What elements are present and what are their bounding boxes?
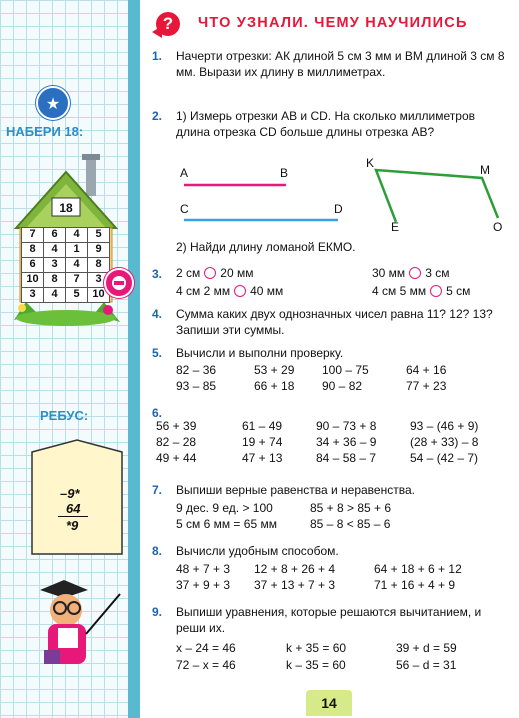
compare-row-2 [176, 284, 283, 299]
expression-cell: 49 + 44 [156, 451, 197, 465]
compare-circle-icon[interactable] [430, 285, 442, 297]
task-6-grid [156, 419, 510, 467]
label-b: B [280, 166, 289, 180]
expression-cell: 93 – 85 [176, 379, 217, 393]
expression-cell: 48 + 7 + 3 [176, 562, 231, 576]
expression-cell: 90 – 73 + 8 [316, 419, 377, 433]
expression-cell: 84 – 58 – 7 [316, 451, 377, 465]
task-7 [152, 482, 512, 500]
task-4 [152, 306, 512, 340]
expression-cell: k + 35 = 60 [286, 641, 347, 655]
expression-cell: 90 – 82 [322, 379, 363, 393]
nabery-label: НАБЕРИ 18: [6, 124, 84, 139]
expression-cell: 100 – 75 [322, 363, 369, 377]
expression-cell: 82 – 36 [176, 363, 217, 377]
expression-cell: 64 + 16 [406, 363, 447, 377]
rebus-underline [58, 516, 88, 517]
task-text: Вычисли и выполни проверку. [176, 346, 344, 360]
segment-figures [176, 150, 516, 236]
task-text: Начерти отрезки: АК длиной 5 см 3 мм и ВМ длиной 3 см 8 мм. Вырази их длину в миллиметрах. [176, 49, 505, 79]
house-cell: 7 [65, 272, 88, 288]
expression-cell: 34 + 36 – 9 [316, 435, 377, 449]
question-icon: ? [156, 12, 180, 36]
house-grid [22, 228, 110, 303]
expression-cell: 66 + 18 [254, 379, 295, 393]
expression-cell: 93 – (46 + 9) [410, 419, 479, 433]
expression-cell: 37 + 9 + 3 [176, 578, 231, 592]
compare-right: 40 мм [250, 284, 284, 298]
expression-cell: 39 + d = 59 [396, 641, 457, 655]
compare-left: 30 мм [372, 266, 406, 280]
compare-left: 4 см 2 мм [176, 284, 231, 298]
house-cell: 1 [65, 242, 88, 258]
label-c: C [180, 202, 189, 216]
expression-cell: x – 24 = 46 [176, 641, 236, 655]
house-cell: 7 [21, 227, 44, 243]
compare-row-2b [372, 284, 470, 299]
task-text: Сумма каких двух однозначных чисел равна 11? 12? 13? Запиши эти суммы. [176, 307, 493, 337]
group-work-icon [104, 268, 134, 298]
house-cell: 10 [21, 272, 44, 288]
task-number: 3. [152, 267, 163, 281]
task-8 [152, 543, 512, 561]
label-a: A [180, 166, 189, 180]
star-badge-icon [36, 86, 70, 120]
page-number: 14 [306, 690, 352, 716]
house-cell: 6 [21, 257, 44, 273]
task-5 [152, 345, 512, 363]
house-cell: 4 [43, 242, 66, 258]
header [156, 12, 506, 38]
task-text: Выпиши верные равенства и неравенства. [176, 483, 415, 497]
rebus-label: РЕБУС: [40, 408, 89, 423]
task-number: 8. [152, 544, 163, 558]
expression-cell: 19 + 74 [242, 435, 283, 449]
label-o: O [493, 220, 503, 234]
task-number: 6. [152, 406, 163, 420]
house-cell: 4 [65, 257, 88, 273]
professor-illustration [30, 574, 128, 674]
expression-cell: 5 см 6 мм = 65 мм [176, 517, 277, 531]
task-number: 5. [152, 346, 163, 360]
page-title: ЧТО УЗНАЛИ. ЧЕМУ НАУЧИЛИСЬ [198, 15, 468, 31]
expression-cell: k – 35 = 60 [286, 658, 346, 672]
expression-cell: 64 + 18 + 6 + 12 [374, 562, 462, 576]
expression-cell: 72 – x = 46 [176, 658, 236, 672]
house-number: 18 [59, 201, 73, 215]
expression-cell: 56 – d = 31 [396, 658, 457, 672]
sidebar-edge [128, 0, 140, 718]
compare-left: 2 см [176, 266, 201, 280]
house-cell: 5 [65, 287, 88, 303]
label-e: E [391, 220, 400, 234]
house-cell: 3 [43, 257, 66, 273]
expression-cell: 54 – (42 – 7) [410, 451, 479, 465]
house-cell: 4 [65, 227, 88, 243]
label-k: K [366, 156, 375, 170]
house-cell: 8 [43, 272, 66, 288]
task-number: 4. [152, 307, 163, 321]
expression-cell: (28 + 33) – 8 [410, 435, 479, 449]
task-text: 1) Измерь отрезки АВ и CD. На сколько миллиметров длина отрезка CD больше длины отрезка АВ? [176, 109, 475, 139]
house-cell: 10 [87, 287, 110, 303]
expression-cell: 77 + 23 [406, 379, 447, 393]
expression-cell: 85 + 8 > 85 + 6 [310, 501, 392, 515]
task-text: Вычисли удобным способом. [176, 544, 339, 558]
compare-circle-icon[interactable] [409, 267, 421, 279]
expression-cell: 53 + 29 [254, 363, 295, 377]
task-number: 2. [152, 109, 163, 123]
compare-left: 4 см 5 мм [372, 284, 427, 298]
label-d: D [334, 202, 343, 216]
compare-row-1b [372, 266, 449, 281]
task-number: 7. [152, 483, 163, 497]
house-cell: 6 [43, 227, 66, 243]
expression-cell: 85 – 8 < 85 – 6 [310, 517, 391, 531]
task-8-grid [176, 562, 494, 594]
task-2-sub: 2) Найди длину ломаной ЕКМО. [176, 240, 356, 254]
task-7-grid [176, 501, 430, 533]
expression-cell: 71 + 16 + 4 + 9 [374, 578, 456, 592]
house-cell: 3 [21, 287, 44, 303]
rebus-line-2: 64 [66, 501, 81, 516]
task-number: 9. [152, 605, 163, 619]
compare-circle-icon[interactable] [234, 285, 246, 297]
task-9 [152, 604, 512, 638]
house-cell: 5 [87, 227, 110, 243]
rebus-line-1: –9* [60, 486, 80, 501]
compare-right: 5 см [446, 284, 471, 298]
task-text: Выпиши уравнения, которые решаются вычитанием, и реши их. [176, 605, 482, 635]
task-1 [152, 48, 512, 96]
task-5-grid [176, 363, 466, 395]
expression-cell: 61 – 49 [242, 419, 283, 433]
expression-cell: 9 дес. 9 ед. > 100 [176, 501, 273, 515]
expression-cell: 82 – 28 [156, 435, 197, 449]
task-number: 1. [152, 49, 163, 63]
house-cell: 3 [87, 272, 110, 288]
expression-cell: 37 + 13 + 7 + 3 [254, 578, 336, 592]
compare-circle-icon[interactable] [204, 267, 216, 279]
compare-right: 20 мм [220, 266, 254, 280]
compare-right: 3 см [425, 266, 450, 280]
expression-cell: 56 + 39 [156, 419, 197, 433]
expression-cell: 47 + 13 [242, 451, 283, 465]
house-cell: 8 [21, 242, 44, 258]
house-cell: 9 [87, 242, 110, 258]
compare-row-1 [176, 266, 253, 281]
rebus-line-3: *9 [66, 518, 79, 533]
label-m: M [480, 163, 490, 177]
svg-text:★: ★ [45, 96, 61, 113]
house-cell: 4 [43, 287, 66, 303]
task-9-grid [176, 641, 496, 675]
expression-cell: 12 + 8 + 26 + 4 [254, 562, 336, 576]
house-cell: 8 [87, 257, 110, 273]
